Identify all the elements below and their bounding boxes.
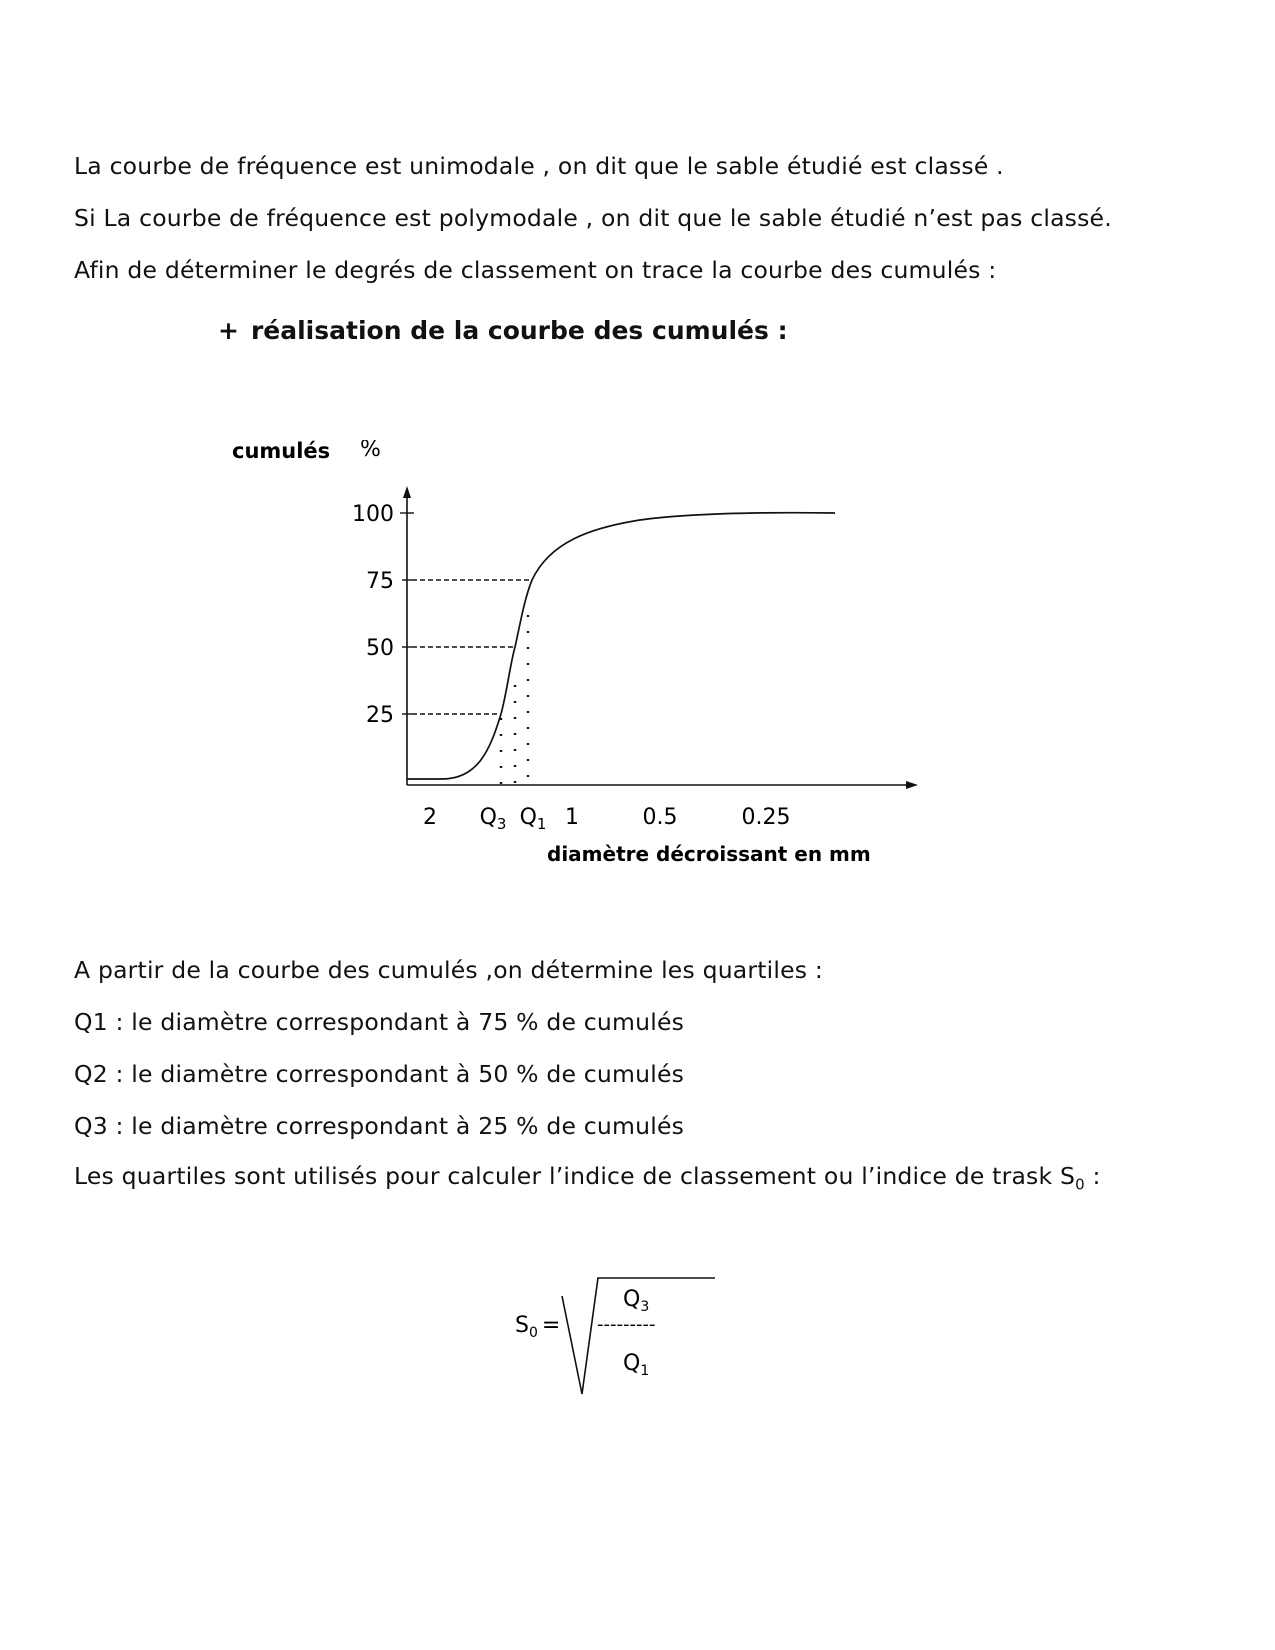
bullet-plus: + [218,316,239,345]
trask-text: Les quartiles sont utilisés pour calculer l’indice de classement ou l’indice de trask S [74,1162,1076,1190]
y-axis-unit: % [360,440,381,462]
x-tick-label-0-25: 0.25 [741,805,791,830]
paragraph-classement: Afin de déterminer le degrés de classement on trace la courbe des cumulés : [74,256,997,284]
formula-fraction-bar: --------- [597,1314,656,1335]
x-tick-label-q3: $Q_3$ [479,805,507,833]
trask-sentence [74,1162,1101,1194]
cumulative-curve-chart [220,440,940,880]
y-tick-label-25: 25 [366,703,394,728]
quartile-q1: Q1 : le diamètre correspondant à 75 % de cumulés [74,1008,685,1036]
heading-text: réalisation de la courbe des cumulés : [250,316,788,345]
y-axis-label: cumulés [232,440,331,463]
x-axis-label: diamètre décroissant en mm [547,842,871,866]
y-axis-arrow [403,486,411,498]
y-tick-label-50: 50 [366,636,394,661]
quartile-q2: Q2 : le diamètre correspondant à 50 % de cumulés [74,1060,685,1088]
section-heading [218,316,788,345]
trask-subscript: 0 [1075,1175,1085,1194]
x-tick-label-q1: $Q_1$ [519,805,547,833]
paragraph-unimodal: La courbe de fréquence est unimodale , on dit que le sable étudié est classé . [74,152,1004,180]
trask-formula [515,1268,735,1408]
quartiles-intro: A partir de la courbe des cumulés ,on détermine les quartiles : [74,956,824,984]
cumulative-curve-line [407,513,835,779]
y-tick-label-75: 75 [366,569,394,594]
y-tick-label-100: 100 [352,502,394,527]
formula-denominator: $Q_1$ [623,1351,650,1379]
formula-numerator: $Q_3$ [623,1287,650,1315]
paragraph-polymodal: Si La courbe de fréquence est polymodale , on dit que le sable étudié n’est pas classé. [74,204,1112,232]
x-tick-label-2: 2 [423,805,437,830]
trask-end: : [1084,1162,1101,1190]
x-tick-label-0-5: 0.5 [642,805,678,830]
quartile-q3: Q3 : le diamètre correspondant à 25 % de cumulés [74,1112,685,1140]
x-tick-label-1: 1 [565,805,579,830]
formula-lhs: $S_0$ = [515,1313,561,1341]
x-axis-arrow [906,781,918,789]
